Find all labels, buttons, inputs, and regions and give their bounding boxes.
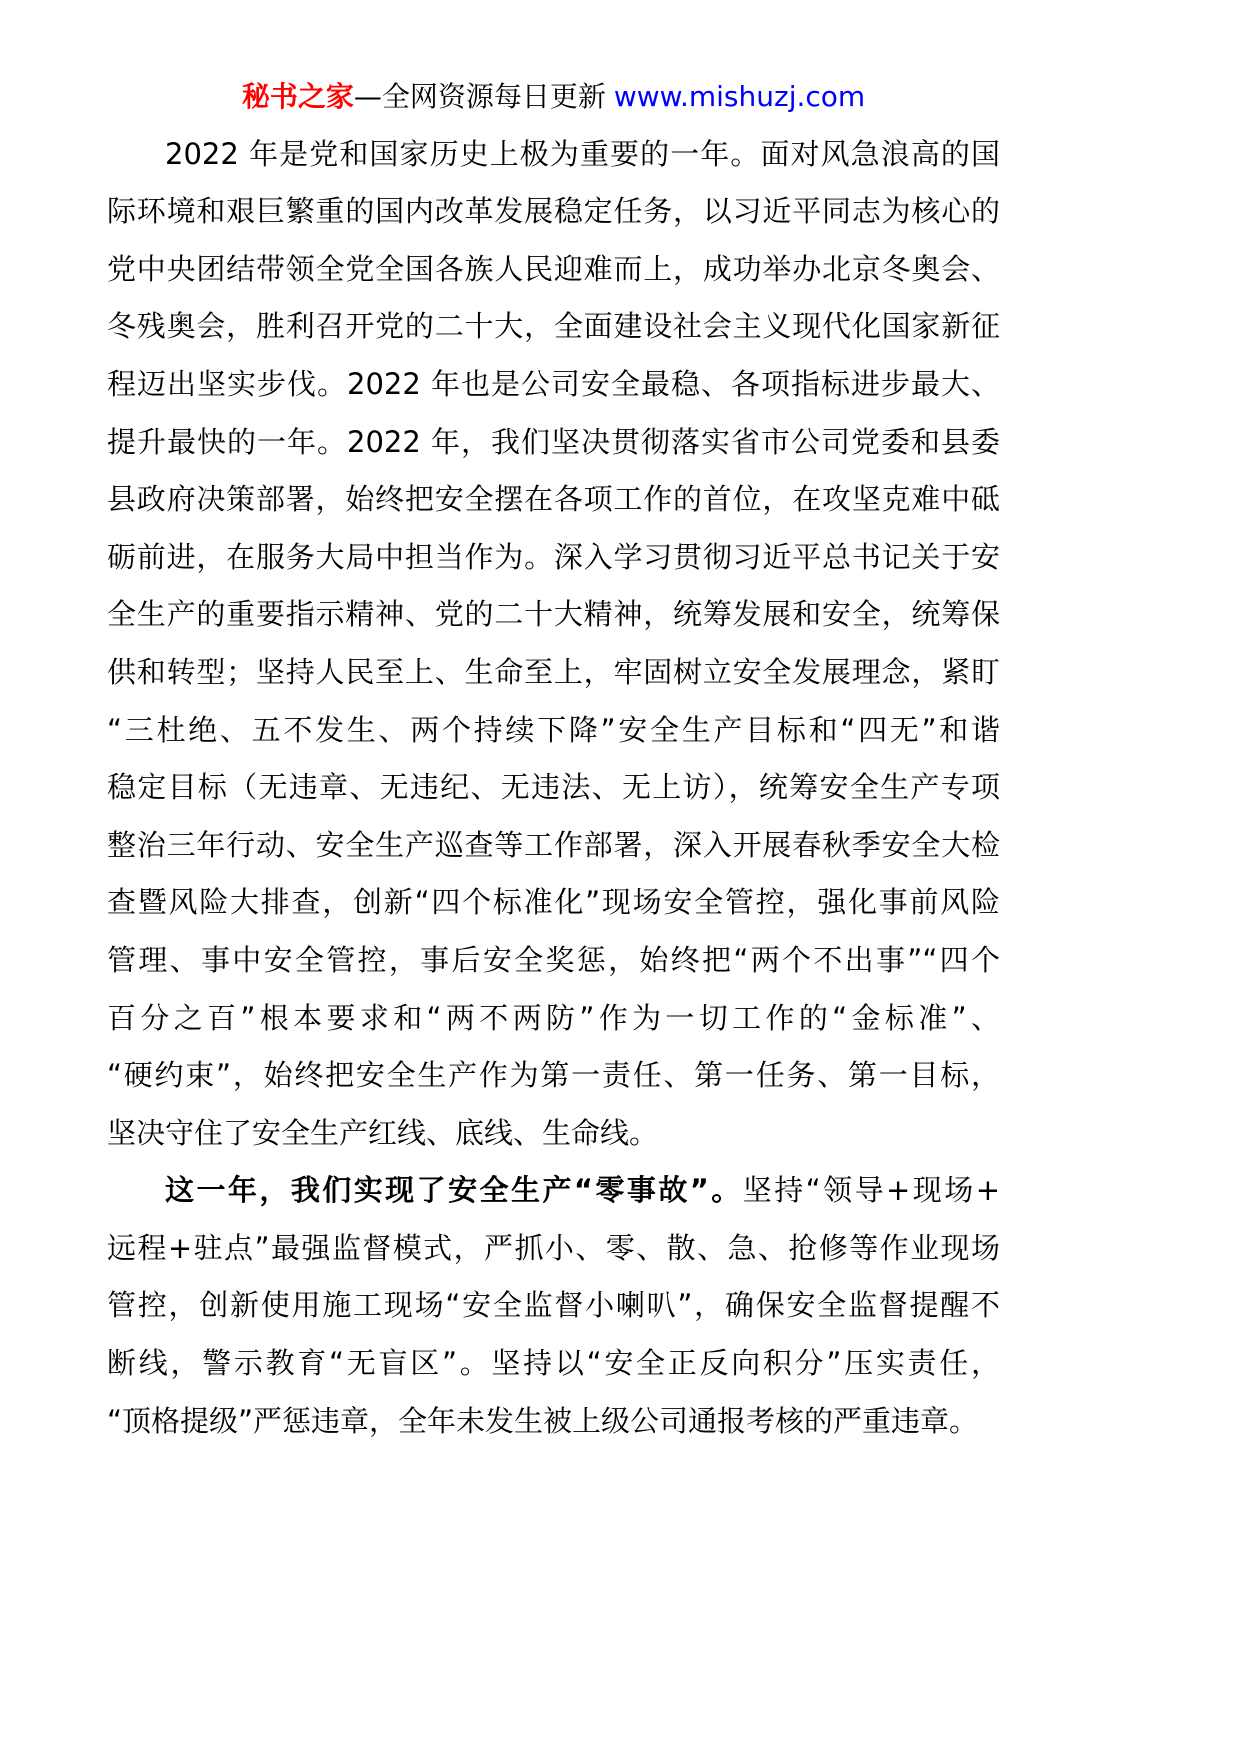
site-brand: 秘书之家: [241, 80, 354, 113]
paragraph-1-line-06: 提升最快的一年。2022 年，我们坚决贯彻落实省市公司党委和县委: [107, 424, 1000, 459]
paragraph-2-line-05: “顶格提级”严惩违章，全年未发生被上级公司通报考核的严重违章。: [107, 1403, 979, 1438]
paragraph-1-line-17: “硬约束”，始终把安全生产作为第一责任、第一任务、第一目标，: [107, 1058, 1000, 1093]
paragraph-1-line-08: 砺前进，在服务大局中担当作为。深入学习贯彻习近平总书记关于安: [107, 539, 1000, 574]
site-url: www.mishuzj.com: [613, 80, 866, 113]
site-tagline: —全网资源每日更新: [353, 80, 606, 113]
site-header: [107, 68, 1000, 126]
paragraph-2: [107, 1162, 1000, 1450]
paragraph-1-line-12: 稳定目标（无违章、无违纪、无违法、无上访），统筹安全生产专项: [107, 770, 1000, 805]
document-body: [107, 68, 1000, 1450]
paragraph-2-first-line-rest: 坚持“领导+现场+: [742, 1173, 1001, 1208]
paragraph-1-line-07: 县政府决策部署，始终把安全摆在各项工作的首位，在攻坚克难中砥: [107, 482, 1000, 517]
paragraph-1-line-14: 查暨风险大排查，创新“四个标准化”现场安全管控，强化事前风险: [107, 885, 1000, 920]
paragraph-1-line-10: 供和转型；坚持人民至上、生命至上，牢固树立安全发展理念，紧盯: [107, 654, 1000, 689]
paragraph-2-line-03: 管控，创新使用施工现场“安全监督小喇叭”，确保安全监督提醒不: [107, 1288, 1000, 1323]
paragraph-1-line-03: 党中央团结带领全党全国各族人民迎难而上，成功举办北京冬奥会、: [107, 251, 1000, 286]
paragraph-1-line-13: 整治三年行动、安全生产巡查等工作部署，深入开展春秋季安全大检: [107, 827, 1000, 862]
paragraph-1: [107, 126, 1000, 1163]
paragraph-1-line-18: 坚决守住了安全生产红线、底线、生命线。: [107, 1115, 659, 1150]
paragraph-2-line-04: 断线，警示教育“无盲区”。坚持以“安全正反向积分”压实责任，: [107, 1346, 1000, 1381]
paragraph-1-line-09: 全生产的重要指示精神、党的二十大精神，统筹发展和安全，统筹保: [107, 597, 1000, 632]
paragraph-1-line-16: 百分之百”根本要求和“两不两防”作为一切工作的“金标准”、: [107, 1000, 1000, 1035]
paragraph-2-bold-lead: 这一年，我们实现了安全生产“零事故”。: [165, 1173, 743, 1208]
paragraph-1-line-04: 冬残奥会，胜利召开党的二十大，全面建设社会主义现代化国家新征: [107, 309, 1000, 344]
paragraph-1-line-05: 程迈出坚实步伐。2022 年也是公司安全最稳、各项指标进步最大、: [107, 366, 1000, 401]
paragraph-1-line-01: 2022 年是党和国家历史上极为重要的一年。面对风急浪高的国: [165, 136, 1000, 171]
paragraph-1-line-02: 际环境和艰巨繁重的国内改革发展稳定任务，以习近平同志为核心的: [107, 194, 1000, 229]
paragraph-2-line-01: [107, 1162, 1000, 1220]
paragraph-1-line-15: 管理、事中安全管控，事后安全奖惩，始终把“两个不出事”“四个: [107, 942, 1000, 977]
paragraph-1-line-11: “三杜绝、五不发生、两个持续下降”安全生产目标和“四无”和谐: [107, 712, 1000, 747]
paragraph-2-line-02: 远程+驻点”最强监督模式，严抓小、零、散、急、抢修等作业现场: [107, 1230, 1000, 1265]
